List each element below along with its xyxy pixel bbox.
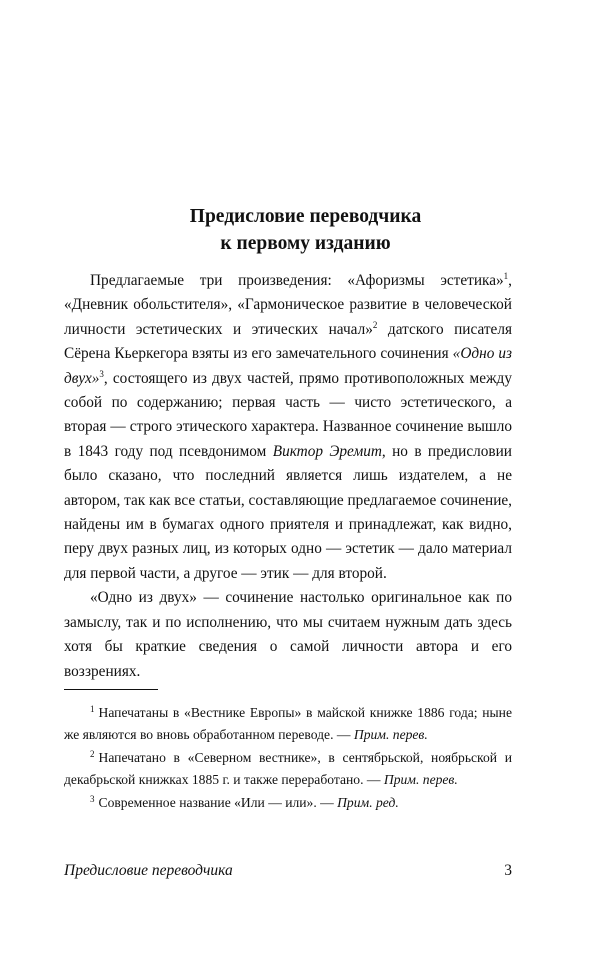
- footnote-separator: [64, 689, 158, 690]
- running-title: Предисловие переводчика: [64, 862, 233, 879]
- chapter-title-line-1: Предисловие переводчика: [189, 206, 422, 227]
- paragraph-1-part-2: , «Дневник обольстителя», «Гармоническое развитие в человеческой личности эстетических и этических начал»: [64, 272, 512, 338]
- footnote-3: [64, 792, 512, 814]
- footnote-1-note: Прим. перев.: [353, 726, 428, 742]
- paragraph-1-part-5: , но в предисловии было сказано, что последний является лишь издателем, а не автором, так как все статьи, составляющие предлагаемое сочинение, найдены им в бумагах одного приятеля и принадлежат, как видно, перу двух разных лиц, из которых одно — эстетик — дало материал для первой части, а другое — этик — для второй.: [64, 442, 512, 582]
- paragraph-1-part-4: , состоящего из двух частей, прямо противоположных между собой по содержанию; первая часть — чисто эстетического, а вторая — строго этического характера. Названное сочинение вышло в 1843 году под псевдонимом: [64, 369, 512, 460]
- footnote-1-text: Напечатаны в «Вестнике Европы» в майской книжке 1886 года; ныне же являются во вновь обработанном переводе. —: [64, 705, 512, 742]
- book-title-italic: «Одно из двух»: [64, 345, 512, 387]
- main-text: [64, 269, 512, 684]
- footnote-2-text: Напечатано в «Северном вестнике», в сентябрьской, ноябрьской и декабрьской книжках 1885 г. и также переработано. —: [64, 750, 512, 787]
- footnote-ref-1: 1: [503, 271, 509, 281]
- page-footer: [64, 860, 512, 882]
- pseudonym-italic: Виктор Эремит: [272, 442, 382, 460]
- footnote-ref-3: 3: [99, 368, 104, 379]
- paragraph-2: «Одно из двух» — сочинение настолько оригинальное как по замыслу, так и по исполнению, что мы считаем нужным дать здесь хотя бы краткие сведения о самой личности автора и его воззрениях.: [64, 589, 512, 680]
- chapter-title-line-2: к первому изданию: [220, 233, 391, 254]
- footnote-3-text: Современное название «Или — или». —: [98, 795, 338, 811]
- footnote-2-number: 2: [90, 749, 95, 760]
- paragraph-1-part-3: датского писателя Сёрена Кьеркегора взяты из его замечательного сочинения: [64, 320, 512, 363]
- footnote-3-number: 3: [90, 794, 95, 805]
- page-number: 3: [504, 862, 512, 879]
- paragraph-1-part-1: Предлагаемые три произведения: «Афоризмы эстетика»: [90, 272, 504, 289]
- footnote-3-note: Прим. ред.: [337, 795, 399, 811]
- paragraph-1: [64, 269, 512, 586]
- footnotes: [64, 702, 512, 816]
- footnote-2: [64, 747, 512, 790]
- footnote-ref-2: 2: [372, 319, 378, 330]
- footnote-1-number: 1: [90, 704, 95, 714]
- footnote-1: [64, 702, 512, 745]
- chapter-title: [0, 203, 611, 257]
- footnote-2-note: Прим. перев.: [383, 771, 458, 787]
